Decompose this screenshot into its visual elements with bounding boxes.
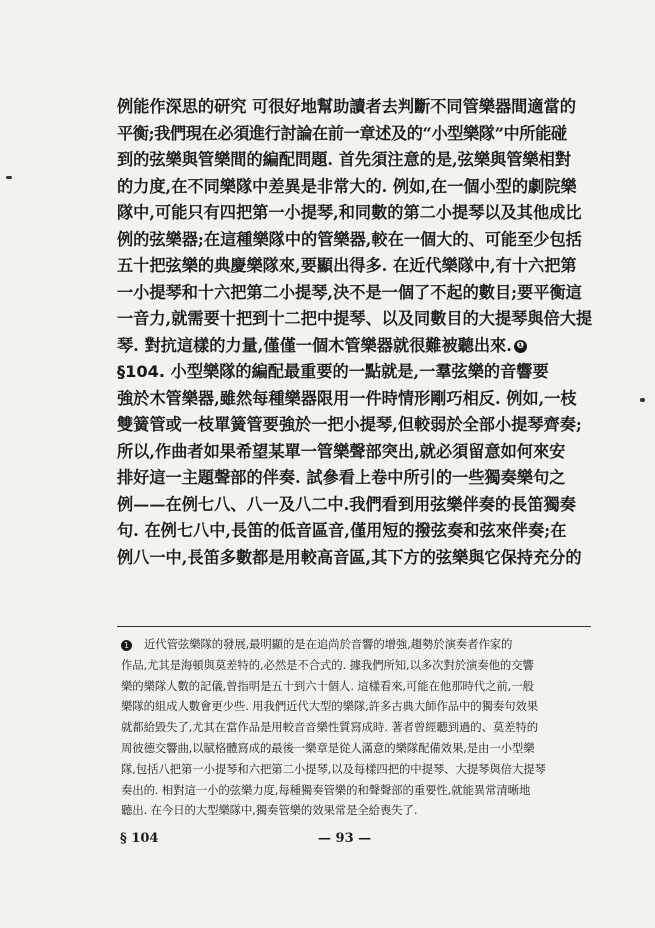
- body-line: 例八一中,長笛多數都是用較高音區,其下方的弦樂與它保持充分的: [117, 547, 582, 567]
- footnote-line: 樂的樂隊人數的記儀,曾指明是五十到六十個人. 這樣看來,可能在他那時代之前,一般: [121, 678, 534, 693]
- section-number: §104.: [117, 362, 166, 381]
- body-line: 雙簧管或一枝單簧管要強於一把小提琴,但較弱於全部小提琴齊奏;: [117, 415, 582, 434]
- footnote-line: 作品,尤其是海頓與莫差特的,必然是不合式的. 據我們所知,以多次對於演奏他的交響: [121, 657, 534, 672]
- footnote-divider: [117, 626, 591, 627]
- footnote-line: 隊,包括八把第一小提琴和六把第二小提琴,以及每樣四把的中提琴、大提琴與倍大提琴: [121, 761, 546, 776]
- scan-speck: [640, 398, 645, 402]
- scan-speck: [6, 176, 12, 179]
- body-line: 到的弦樂與管樂間的編配問題. 首先須注意的是,弦樂與管樂相對: [117, 150, 571, 169]
- footnote-line: 聽出. 在今日的大型樂隊中,獨奏管樂的效果常是全給喪失了.: [121, 803, 418, 818]
- body-line: 句. 在例七八中,長笛的低音區音,僅用短的撥弦奏和弦來伴奏;在: [117, 521, 567, 540]
- body-line: 所以,作曲者如果希望某單一管樂聲部突出,就必須留意如何來安: [117, 441, 566, 461]
- body-line: [117, 333, 605, 360]
- footnote-line: 就都給毀失了,尤其在當作品是用較音音樂性質寫成時. 著者曾經聽到過的、莫差特的: [121, 720, 539, 735]
- footnote-marker: 1: [121, 640, 132, 651]
- body-line: 隊中,可能只有四把第一小提琴,和同數的第二小提琴以及其他成比: [117, 203, 582, 222]
- footer-section-ref: § 104: [120, 831, 159, 846]
- body-line: 排好這一主題聲部的伴奏. 試參看上卷中所引的一些獨奏樂句之: [117, 468, 566, 487]
- body-line: 一音力,就需要十把到十二把中提琴、以及同數目的大提琴與倍大提: [117, 309, 593, 328]
- body-line: 五十把弦樂的典慶樂隊來,要顯出得多. 在近代樂隊中,有十六把第: [117, 256, 577, 275]
- section-104-heading-line: [117, 359, 605, 386]
- body-line: 例能作深思的研究 可很好地幫助讀者去判斷不同管樂器間適當的: [117, 97, 576, 116]
- footnote: [121, 634, 609, 821]
- footnote-line: 周彼德交響曲,以賦格體寫成的最後一樂章是從人滿意的樂隊配備效果,是由一小型樂: [121, 740, 535, 755]
- body-line-text: 琴. 對抗這樣的力量,僅僅一個木管樂器就很難被聽出來.: [117, 335, 512, 355]
- body-line: 的力度,在不同樂隊中差異是非常大的. 例如,在一個小型的劇院樂: [117, 176, 577, 196]
- body-line: 例的弦樂器;在這種樂隊中的管樂器,較在一個大的、可能至少包括: [117, 229, 582, 249]
- main-text: [117, 94, 605, 571]
- body-line: 例——在例七八、八一及八二中.我們看到用弦樂伴奏的長笛獨奏: [117, 494, 576, 514]
- body-line: 一小提琴和十六把第二小提琴,決不是一個了不起的數目;要平衡這: [117, 282, 582, 302]
- page-number: — 93 —: [318, 831, 372, 846]
- footnote-ref-marker[interactable]: ❶: [514, 340, 527, 353]
- section-first-line: 小型樂隊的編配最重要的一點就是,一羣弦樂的音響要: [165, 362, 549, 381]
- footnote-line: [121, 634, 609, 655]
- body-line: 強於木管樂器,雖然每種樂器限用一件時情形剛巧相反. 例如,一枝: [117, 388, 577, 408]
- footnote-line: 樂隊的組成人數會更少些. 用我們近代大型的樂隊,許多古典大師作品中的獨奏句效果: [121, 699, 539, 714]
- footnote-line-text: 近代管弦樂隊的發展,最明顯的是在追尚於音響的增強,趨勢於演奏者作家的: [144, 637, 513, 651]
- footnote-line: 奏出的. 相對這一小的弦樂力度,每種獨奏管樂的和聲聲部的重要性,就能異常清晰地: [121, 782, 531, 797]
- body-line: 平衡;我們現在必須進行討論在前一章述及的“小型樂隊”中所能碰: [117, 123, 567, 143]
